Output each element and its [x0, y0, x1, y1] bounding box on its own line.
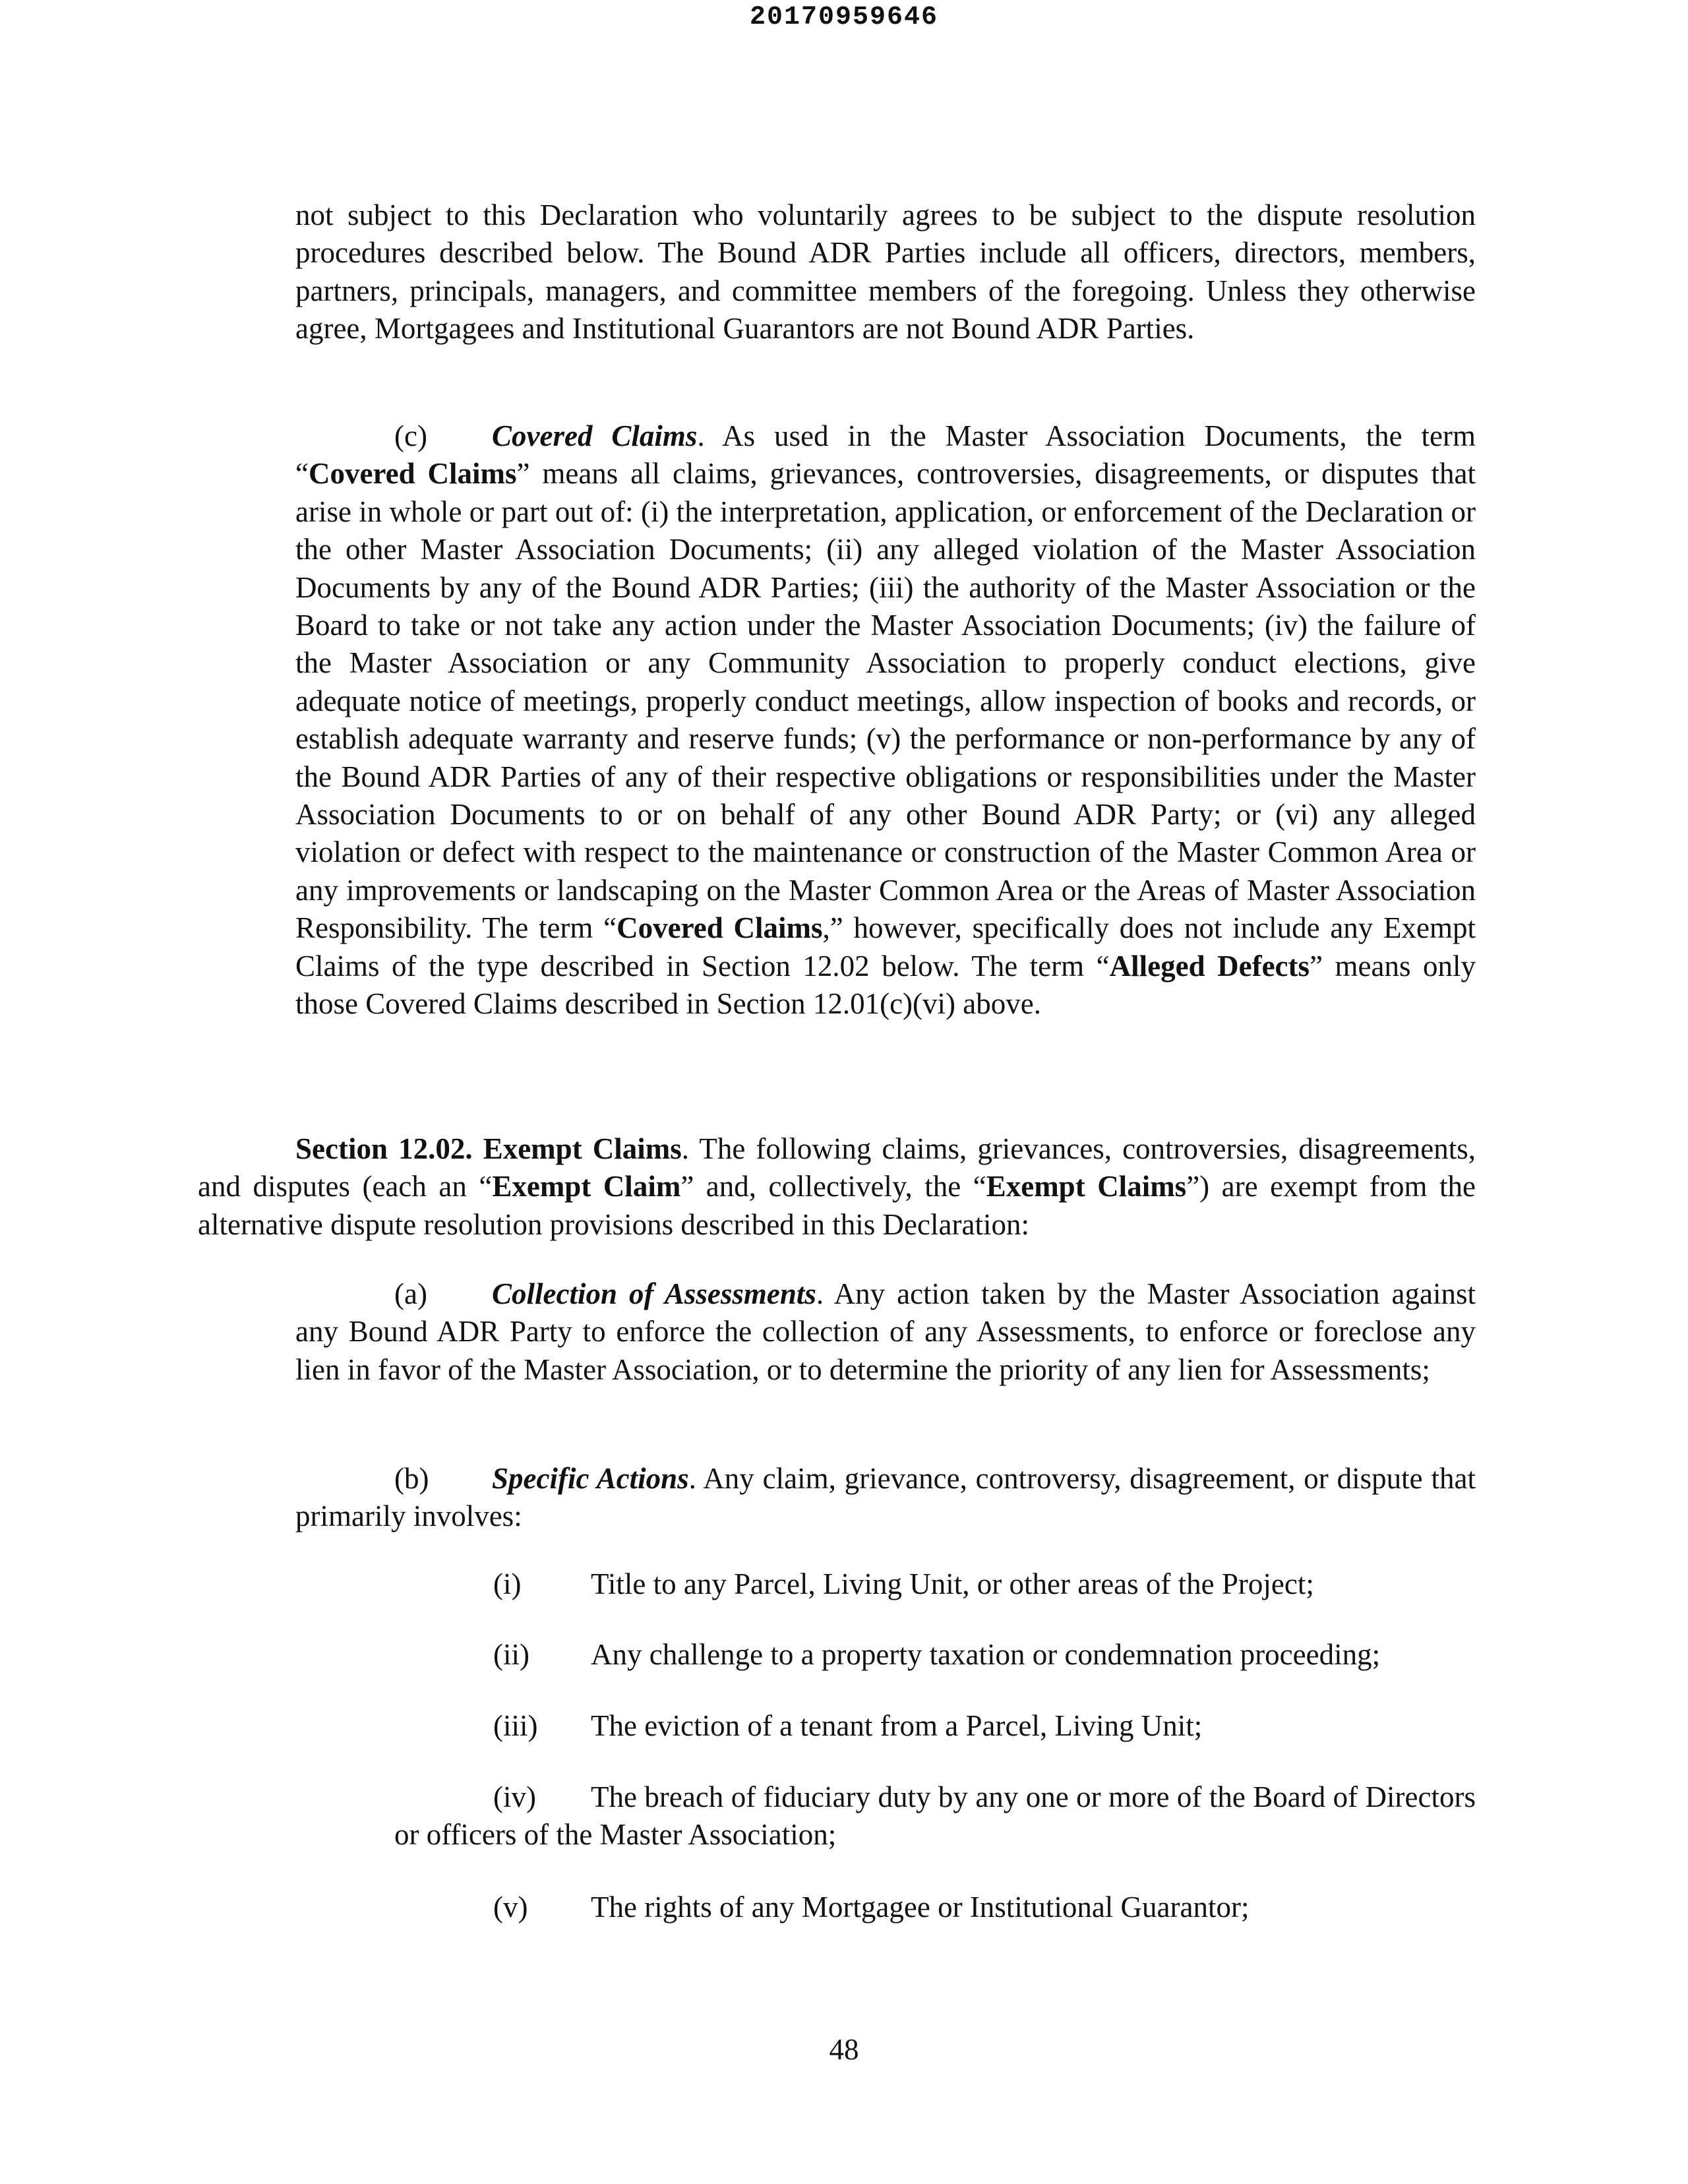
- paragraph-label: (c): [394, 419, 427, 452]
- paragraph-text: . As used in the Master Association Documents, the term “: [295, 419, 1476, 491]
- paragraph-text: ,” however, specifically does not include any Exempt Claims of the type described in Section 12.02 below. The term “: [295, 911, 1476, 983]
- sub-item: [493, 1707, 1476, 1745]
- paragraph-text: ”) are exempt from the alternative dispute resolution provisions described in this Declaration:: [198, 1170, 1476, 1241]
- sub-item-text: The rights of any Mortgagee or Institutional Guarantor;: [591, 1891, 1250, 1924]
- section-heading: Section 12.02. Exempt Claims: [295, 1132, 682, 1165]
- specific-actions-paragraph: [295, 1460, 1476, 1536]
- collection-of-assessments-paragraph: [295, 1275, 1476, 1389]
- sub-item: [394, 1778, 1476, 1854]
- paragraph-text: ” means only those Covered Claims described in Section 12.01(c)(vi) above.: [295, 949, 1476, 1021]
- sub-item: [493, 1889, 1476, 1926]
- defined-term: Exempt Claims: [986, 1170, 1187, 1203]
- sub-item-text: Title to any Parcel, Living Unit, or other areas of the Project;: [591, 1567, 1314, 1600]
- section-12-02-paragraph: [198, 1130, 1476, 1244]
- defined-term: Covered Claims: [617, 911, 823, 945]
- paragraph-heading: Collection of Assessments: [492, 1277, 816, 1310]
- paragraph-heading: Covered Claims: [492, 419, 698, 452]
- sub-item-text: The eviction of a tenant from a Parcel, Living Unit;: [591, 1709, 1203, 1742]
- paragraph-heading: Specific Actions: [492, 1462, 689, 1495]
- sub-item-label: (ii): [493, 1638, 529, 1671]
- sub-item-text: The breach of fiduciary duty by any one or more of the Board of Directors or officers of the Master Association;: [394, 1780, 1476, 1852]
- sub-item-text: Any challenge to a property taxation or condemnation proceeding;: [591, 1638, 1381, 1671]
- defined-term: Covered Claims: [308, 457, 517, 491]
- paragraph-text: ” means all claims, grievances, controversies, disagreements, or disputes that arise in whole or part out of: (i) the interpretation, application, or enforcement of the Declaration or the other Master Association Documents; (ii) any alleged violation of the Master Association Documents by any of the Bound ADR Parties; (iii) the authority of the Master Association or the Board to take or not take any action under the Master Association Documents; (iv) the failure of the Master Association or any Community Association to properly conduct elections, give adequate notice of meetings, properly conduct meetings, allow inspection of books and records, or establish adequate warranty and reserve funds; (v) the performance or non-performance by any of the Bound ADR Parties of any of their respective obligations or responsibilities under the Master Association Documents to or on behalf of any other Bound ADR Party; or (vi) any alleged violation or defect with respect to the maintenance or construction of the Master Common Area or any improvements or landscaping on the Master Common Area or the Areas of Master Association Responsibility. The term “: [295, 457, 1476, 945]
- sub-item-label: (iii): [493, 1709, 538, 1742]
- paragraph-text: ” and, collectively, the “: [680, 1170, 986, 1203]
- sub-item-label: (iv): [493, 1780, 536, 1813]
- paragraph-label: (a): [394, 1277, 427, 1310]
- defined-term: Alleged Defects: [1109, 949, 1310, 983]
- sub-item-label: (i): [493, 1567, 522, 1600]
- covered-claims-paragraph: [295, 417, 1476, 1023]
- paragraph-text: . The following claims, grievances, controversies, disagreements, and disputes (each an “: [198, 1132, 1476, 1203]
- sub-item: [493, 1636, 1476, 1674]
- page-number: 48: [829, 2033, 859, 2066]
- paragraph-text: . Any action taken by the Master Association against any Bound ADR Party to enforce the collection of any Assessments, to enforce or foreclose any lien in favor of the Master Association, or to determine the priority of any lien for Assessments;: [295, 1277, 1476, 1386]
- defined-term: Exempt Claim: [492, 1170, 681, 1203]
- paragraph-label: (b): [394, 1462, 429, 1495]
- document-number: 20170959646: [749, 3, 939, 32]
- continuation-paragraph: not subject to this Declaration who voluntarily agrees to be subject to the dispute resolution procedures described below. The Bound ADR Parties include all officers, directors, members, partners, principals, managers, and committee members of the foregoing. Unless they otherwise agree, Mortgagees and Institutional Guarantors are not Bound ADR Parties.: [295, 198, 1476, 346]
- paragraph-text: . Any claim, grievance, controversy, disagreement, or dispute that primarily involves:: [295, 1462, 1476, 1533]
- sub-item: [493, 1565, 1476, 1603]
- sub-item-label: (v): [493, 1891, 528, 1924]
